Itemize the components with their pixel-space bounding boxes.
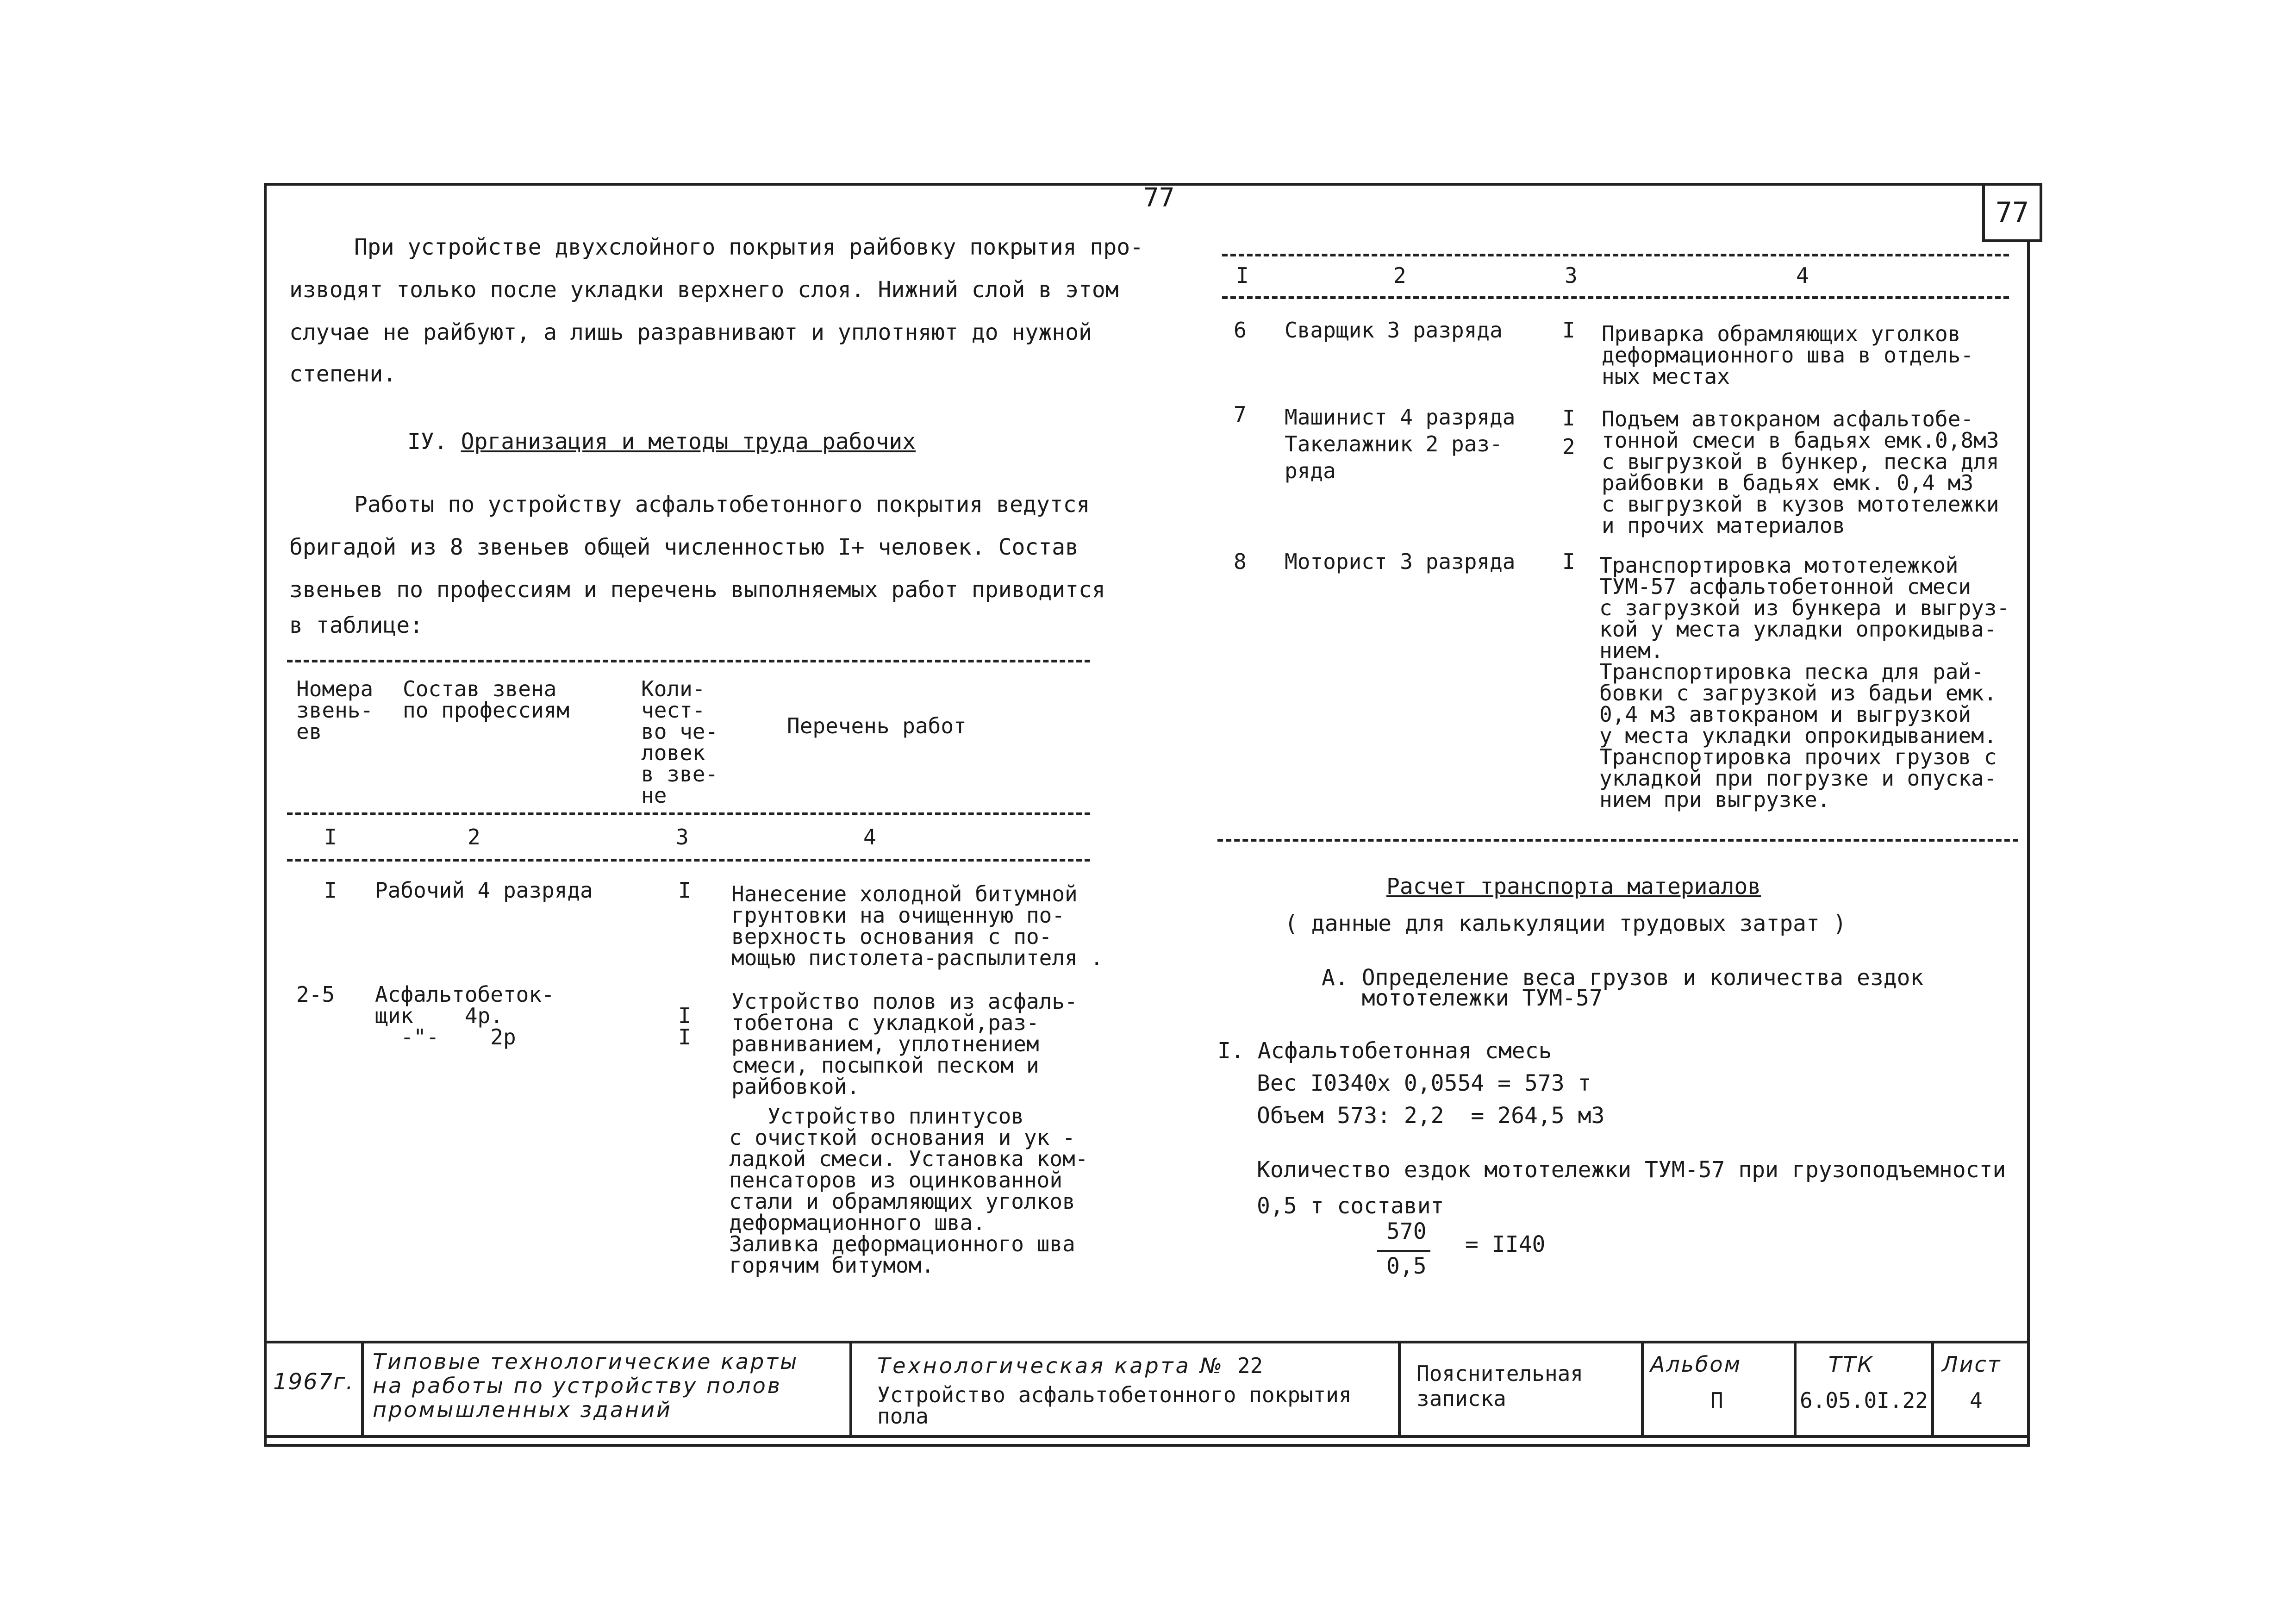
stamp-divider [1794, 1341, 1797, 1438]
right-col-number-1: I [1236, 263, 1249, 288]
col-number-1: I [324, 824, 337, 849]
row-6-quantity: I [1562, 318, 1575, 343]
paragraph-1-line-2: изводят только после укладки верхнего слоя. Нижний слой в этом [289, 277, 1119, 303]
stamp-series: Типовые технологические карты на работы по устройству полов промышленных зданий [373, 1349, 799, 1422]
right-col-number-2: 2 [1393, 263, 1406, 288]
calc-subtitle: ( данные для калькуляции трудовых затрат ) [1285, 911, 1847, 937]
row-8-work: Транспортировка мототележкой ТУМ-57 асфальтобетонной смеси с загрузкой из бункера и выгруз- кой у места укладки опрокидыва- нием. Транспортировка песка для рай- бовки с загрузкой из бадьи емк. 0,4 м3 автокраном и выгрузкой у места укладки опрокидыванием. Транспортировка прочих грузов с укладкой при погрузке и опуска- нием при выгрузке. [1599, 553, 2010, 812]
stamp-card-description: Устройство асфальтобетонного покрытия пола [877, 1382, 1352, 1429]
row-7-profession: Машинист 4 разряда Такелажник 2 раз- ряда [1285, 405, 1516, 483]
row-1-number: I [324, 878, 337, 903]
row-1-quantity: I [678, 878, 691, 903]
stamp-ttk-label: ТТК [1828, 1352, 1874, 1377]
header-quantity: Коли- чест- во че- ловек в зве- не [641, 676, 718, 808]
item-1: I. Асфальтобетонная смесь [1217, 1038, 1552, 1064]
stamp-year: 1967г. [273, 1369, 354, 1395]
row-2-number: 2-5 [296, 982, 335, 1007]
stamp-sheet-value: 4 [1970, 1388, 1983, 1413]
paragraph-2-line-3: звеньев по профессиям и перечень выполняемых работ приводится [289, 577, 1105, 603]
stamp-divider [1641, 1341, 1644, 1438]
row-1-profession: Рабочий 4 разряда [375, 878, 593, 903]
stamp-divider [849, 1341, 852, 1438]
row-1-work: Нанесение холодной битумной грунтовки на очищенную по- верхность основания с по- мощью пистолета-распылителя . [731, 881, 1104, 970]
paragraph-2-line-1: Работы по устройству асфальтобетонного покрытия ведутся [354, 492, 1090, 518]
paragraph-1-line-4: степени. [289, 361, 397, 387]
page-number-corner [1982, 183, 2042, 242]
trips-text: Количество ездок мототележки ТУМ-57 при грузоподъемности 0,5 т составит [1257, 1157, 2006, 1219]
col-number-4: 4 [863, 824, 876, 849]
calc-title: Расчет транспорта материалов [1386, 874, 1761, 899]
row-2-quantity: I I [678, 1003, 691, 1049]
stamp-top-border [264, 1341, 2030, 1343]
table-rule [1222, 254, 2009, 256]
row-2-profession: Асфальтобеток- щик 4р. -"- 2р [375, 982, 555, 1049]
col-number-3: 3 [676, 824, 689, 849]
corner-number: 77 [1995, 196, 2029, 229]
table-rule [1217, 839, 2018, 842]
stamp-album-value: П [1710, 1388, 1723, 1413]
paragraph-2-line-4: в таблице: [289, 612, 423, 638]
row-6-work: Приварка обрамляющих уголков деформационного шва в отдель- ных местах [1602, 321, 1974, 389]
row-7-work: Подъем автокраном асфальтобе- тонной смеси в бадьях емк.0,8м3 с выгрузкой в бункер, песка для райбовки в бадьях емк. 0,4 м3 с выгрузкой в кузов мототележки и прочих материалов [1602, 406, 1999, 538]
table-rule [1222, 296, 2009, 299]
page-number-top: 77 [1143, 183, 1175, 213]
row-6-number: 6 [1234, 318, 1247, 343]
stamp-divider [1931, 1341, 1934, 1438]
stamp-bottom-border [264, 1435, 2030, 1438]
paragraph-2-line-2: бригадой из 8 звеньев общей численностью I+ человек. Состав [289, 534, 1079, 560]
stamp-ttk-value: 6.05.0I.22 [1800, 1388, 1928, 1413]
paragraph-1-line-1: При устройстве двухслойного покрытия райбовку покрытия про- [354, 234, 1144, 260]
stamp-card-heading [877, 1354, 1263, 1377]
row-7-quantity: I 2 [1562, 406, 1575, 459]
fraction-bar [1377, 1250, 1430, 1252]
header-profession: Состав звена по профессиям [403, 676, 570, 723]
fraction-denominator: 0,5 [1386, 1253, 1427, 1279]
row-6-profession: Сварщик 3 разряда [1285, 318, 1503, 343]
stamp-document-type: Пояснительная записка [1416, 1361, 1584, 1411]
paragraph-1-line-3: случае не райбуют, а лишь разравнивают и уплотняют до нужной [289, 319, 1092, 345]
header-work-list: Перечень работ [787, 713, 967, 738]
right-col-number-4: 4 [1796, 263, 1809, 288]
section-number: IУ. [407, 429, 461, 455]
stamp-divider [1398, 1341, 1401, 1438]
row-8-number: 8 [1234, 549, 1247, 574]
header-group-number: Номера звень- ев [296, 676, 374, 744]
weight-calc: Вес I0340х 0,0554 = 573 т [1257, 1070, 1591, 1096]
section-a: А. Определение веса грузов и количества ездок мототележки ТУМ-57 [1322, 965, 1924, 1011]
table-rule [287, 859, 1090, 862]
volume-calc: Объем 573: 2,2 = 264,5 м3 [1257, 1103, 1605, 1129]
row-8-profession: Моторист 3 разряда [1285, 549, 1516, 574]
row-8-quantity: I [1562, 549, 1575, 574]
section-title: Организация и методы труда рабочих [461, 429, 916, 455]
table-rule [287, 812, 1090, 815]
row-2-work: Устройство полов из асфаль- тобетона с укладкой,раз- равниванием, уплотнением смеси, посыпкой песком и райбовкой. [731, 989, 1078, 1099]
stamp-card-number: 22 [1237, 1353, 1263, 1378]
col-number-2: 2 [468, 824, 480, 849]
stamp-sheet-label: Лист [1942, 1352, 2002, 1377]
stamp-divider [361, 1341, 364, 1438]
right-col-number-3: 3 [1565, 263, 1578, 288]
fraction-result: = II40 [1465, 1231, 1546, 1257]
section-heading [407, 420, 916, 463]
stamp-card-label: Технологическая карта № [877, 1353, 1225, 1378]
row-2-work-continued: Устройство плинтусов с очисткой основания и ук - ладкой смеси. Установка ком- пенсаторов из оцинкованной стали и обрамляющих уголков деформационного шва. Заливка деформационного шва горячим битумом. [729, 1104, 1088, 1278]
stamp-album-label: Альбом [1650, 1352, 1742, 1377]
fraction-numerator: 570 [1386, 1218, 1427, 1244]
table-rule [287, 660, 1090, 662]
row-7-number: 7 [1234, 402, 1247, 427]
